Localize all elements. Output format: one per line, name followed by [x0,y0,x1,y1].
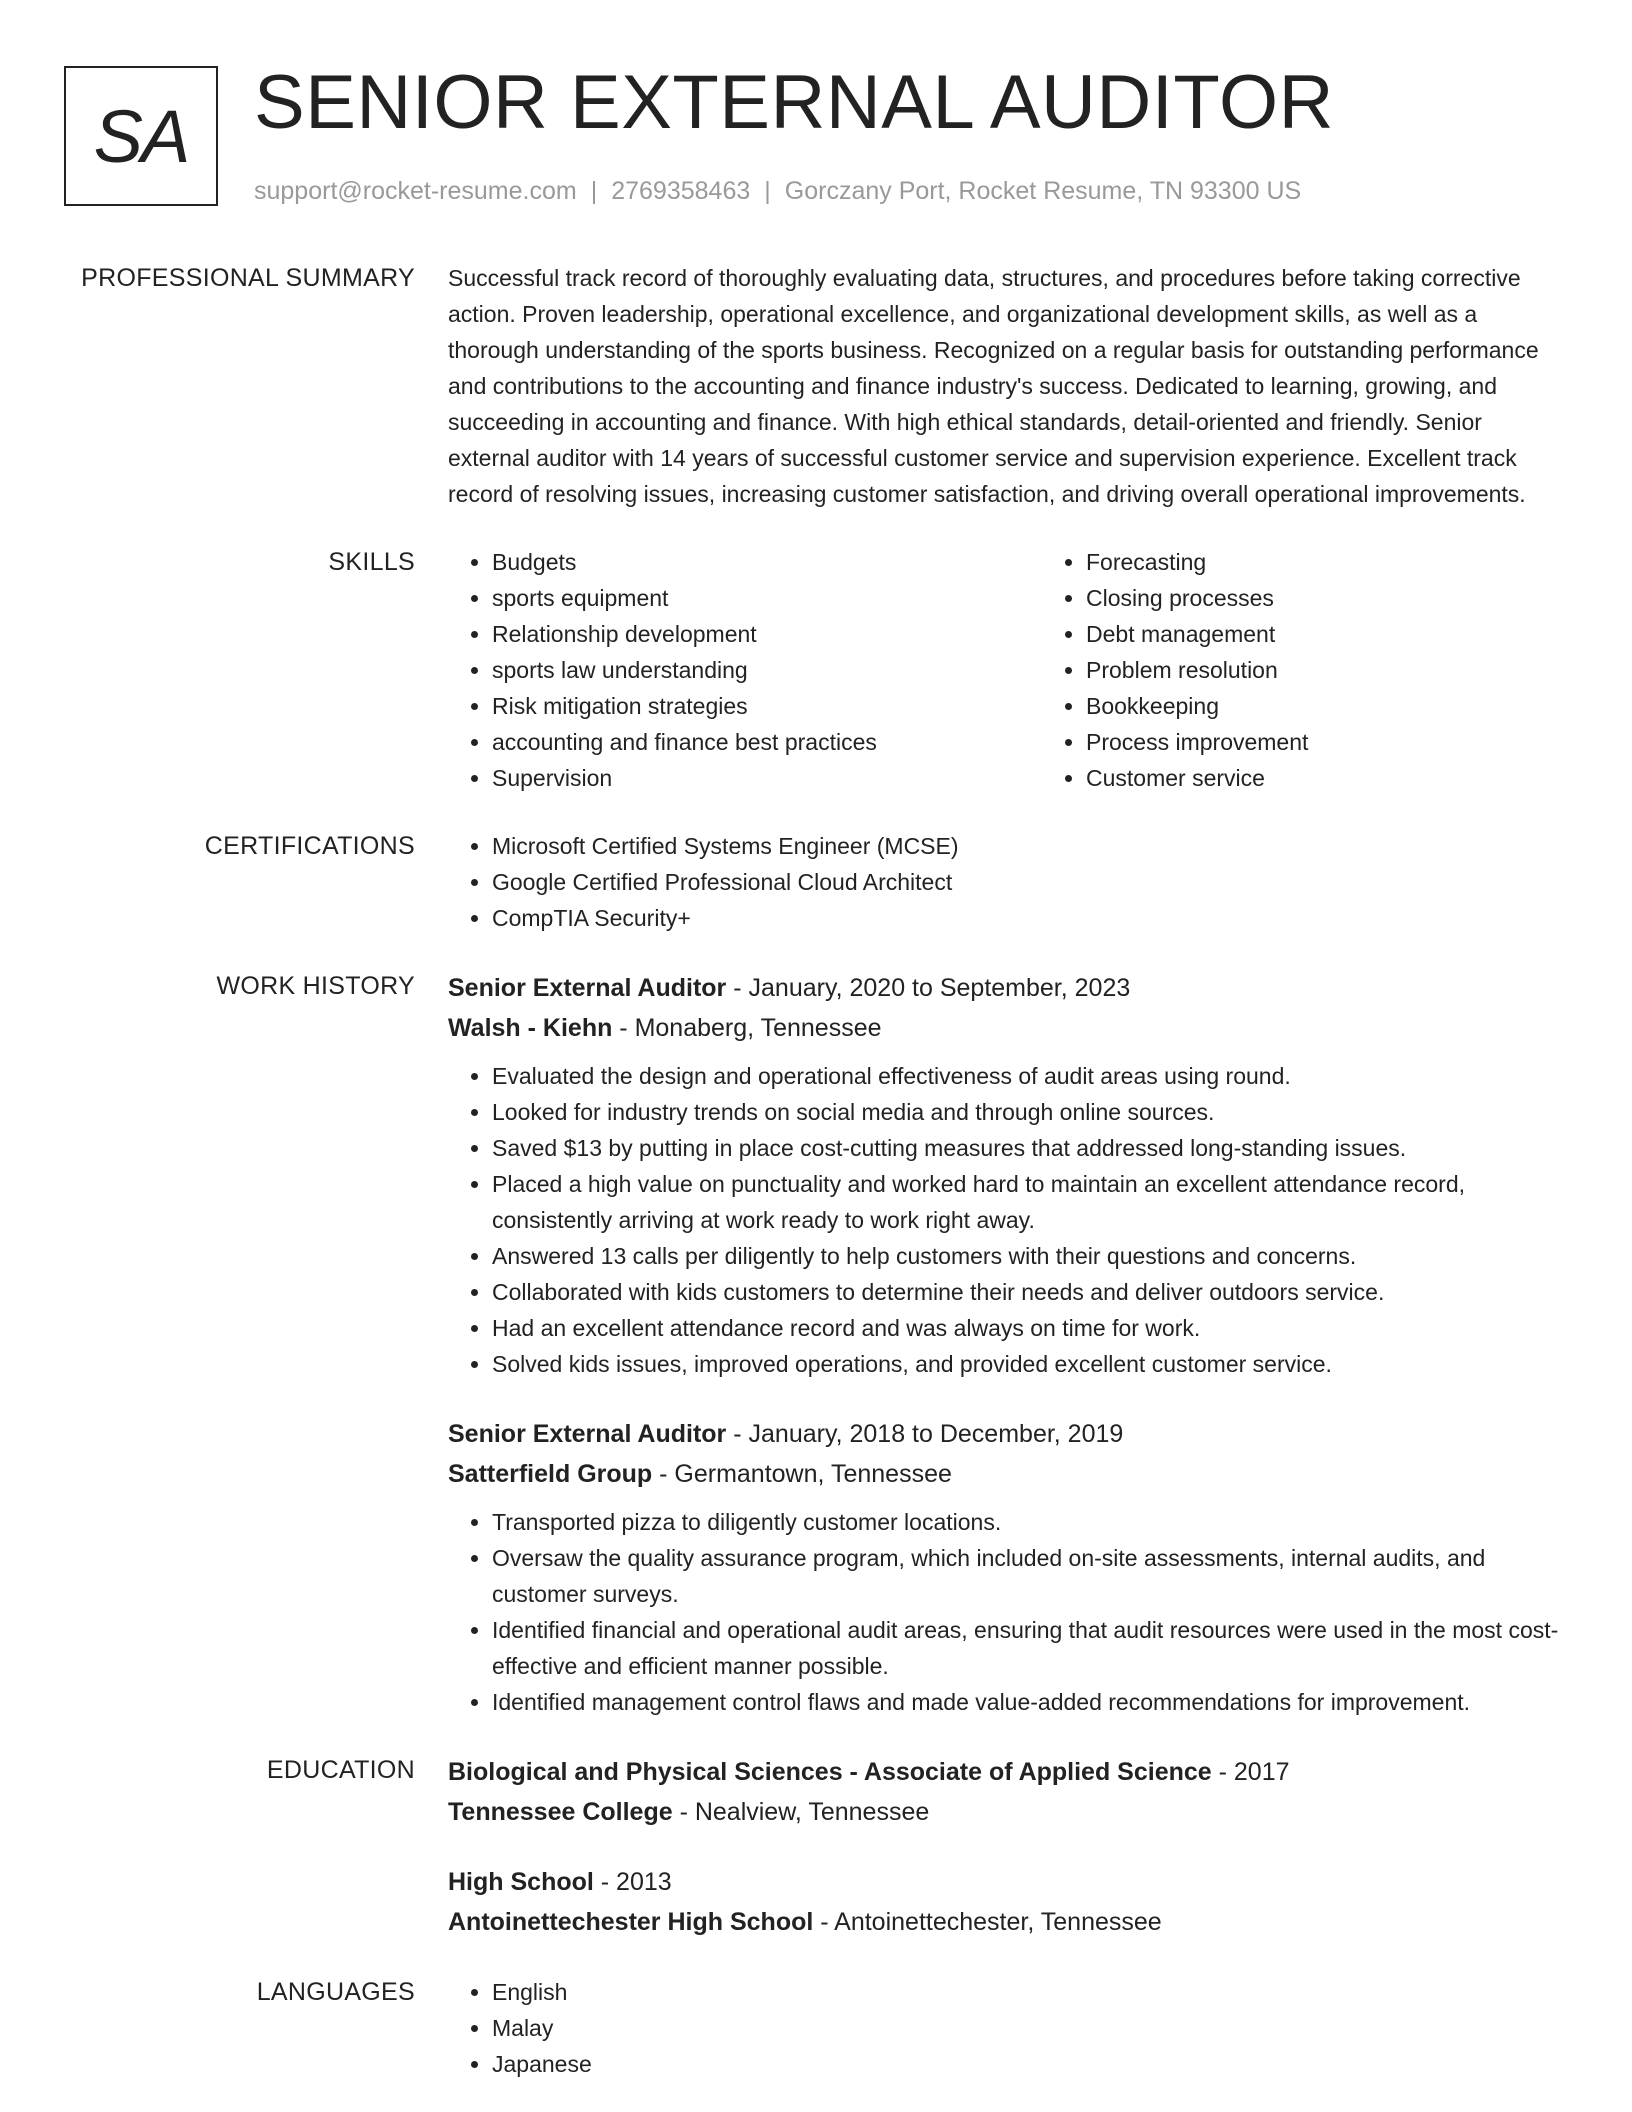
skill-item: • Forecasting [1086,544,1632,580]
education-year: - 2017 [1211,1758,1290,1786]
education-degree-line [448,1752,1568,1792]
skills-section [0,544,1632,796]
section-title-certifications: CERTIFICATIONS [204,832,415,860]
initials-text: SA [93,94,189,178]
job-bullet: • Had an excellent attendance record and was always on time for work. [492,1310,1568,1346]
languages-section [0,1974,1632,2082]
skills-list-right [1042,544,1632,796]
certification-item: • Microsoft Certified Systems Engineer (MCSE) [492,828,1568,864]
languages-list [448,1974,1568,2082]
education-entry [448,1752,1568,1832]
contact-address: Gorczany Port, Rocket Resume, TN 93300 US [784,177,1302,205]
work-history-section [0,968,1632,1720]
skill-item: • sports law understanding [492,652,1042,688]
job-entry [448,1414,1568,1720]
section-title-summary: PROFESSIONAL SUMMARY [81,264,415,292]
job-bullet: • Evaluated the design and operational effectiveness of audit areas using round. [492,1058,1568,1094]
skill-item: • sports equipment [492,580,1042,616]
section-title-languages: LANGUAGES [256,1978,415,2006]
job-company-line [448,1008,1568,1048]
education-location: - Antoinettechester, Tennessee [813,1908,1162,1936]
section-title-education: EDUCATION [266,1756,415,1784]
job-title-line [448,968,1568,1008]
resume-name: SENIOR EXTERNAL AUDITOR [254,60,1334,145]
education-school-line [448,1792,1568,1832]
job-company: Satterfield Group [448,1460,653,1488]
education-degree: High School [448,1868,594,1896]
certifications-section [0,828,1632,936]
job-bullet: • Transported pizza to diligently customer locations. [492,1504,1568,1540]
skill-item: • Customer service [1086,760,1632,796]
job-bullet: • Placed a high value on punctuality and worked hard to maintain an excellent attendance record, consistently arriving at work ready to work right away. [492,1166,1568,1238]
skill-item: • Supervision [492,760,1042,796]
job-entry [448,968,1568,1382]
education-school: Tennessee College [448,1798,673,1826]
education-school-line [448,1902,1568,1942]
job-bullet: • Solved kids issues, improved operations, and provided excellent customer service. [492,1346,1568,1382]
job-bullet: • Collaborated with kids customers to determine their needs and deliver outdoors service. [492,1274,1568,1310]
skill-item: • Problem resolution [1086,652,1632,688]
skill-item: • Closing processes [1086,580,1632,616]
skill-item: • Debt management [1086,616,1632,652]
skill-item: • Budgets [492,544,1042,580]
job-bullet: • Identified management control flaws and made value-added recommendations for improvement. [492,1684,1568,1720]
language-item: • Japanese [492,2046,1568,2082]
initials-monogram [64,66,218,206]
job-dates: - January, 2020 to September, 2023 [726,974,1131,1002]
contact-email: support@rocket-resume.com [254,177,577,205]
certification-item: • Google Certified Professional Cloud Architect [492,864,1568,900]
education-degree: Biological and Physical Sciences - Associate of Applied Science [448,1758,1212,1786]
job-bullets [448,1504,1568,1720]
skills-list-left [448,544,1042,796]
skill-item: • Risk mitigation strategies [492,688,1042,724]
section-title-skills: SKILLS [328,548,415,576]
language-item: • English [492,1974,1568,2010]
education-location: - Nealview, Tennessee [672,1798,930,1826]
contact-line [254,174,1301,208]
job-bullet: • Identified financial and operational audit areas, ensuring that audit resources were used in the most cost-effective and efficient manner possible. [492,1612,1568,1684]
education-degree-line [448,1862,1568,1902]
skill-item: • Process improvement [1086,724,1632,760]
job-company: Walsh - Kiehn [448,1014,613,1042]
job-bullet: • Saved $13 by putting in place cost-cutting measures that addressed long-standing issues. [492,1130,1568,1166]
job-location: - Germantown, Tennessee [652,1460,952,1488]
job-role: Senior External Auditor [448,974,727,1002]
job-title-line [448,1414,1568,1454]
section-title-work-history: WORK HISTORY [216,972,415,1000]
job-bullets [448,1058,1568,1382]
education-entry [448,1862,1568,1942]
job-bullet: • Answered 13 calls per diligently to help customers with their questions and concerns. [492,1238,1568,1274]
skill-item: • accounting and finance best practices [492,724,1042,760]
job-location: - Monaberg, Tennessee [612,1014,882,1042]
contact-separator: | [590,177,598,205]
summary-section [0,260,1632,512]
language-item: • Malay [492,2010,1568,2046]
education-year: - 2013 [593,1868,672,1896]
job-dates: - January, 2018 to December, 2019 [726,1420,1124,1448]
skill-item: • Bookkeeping [1086,688,1632,724]
certifications-list [448,828,1568,936]
summary-text: Successful track record of thoroughly evaluating data, structures, and procedures before taking corrective action. Proven leadership, operational excellence, and organizational development skills, as well as a thorough understanding of the sports business. Recognized on a regular basis for outstanding performance and contributions to the accounting and finance industry's success. Dedicated to learning, growing, and succeeding in accounting and finance. With high ethical standards, detail-oriented and friendly. Senior external auditor with 14 years of successful customer service and supervision experience. Excellent track record of resolving issues, increasing customer satisfaction, and driving overall operational improvements. [448,265,1539,507]
job-bullet: • Looked for industry trends on social media and through online sources. [492,1094,1568,1130]
job-role: Senior External Auditor [448,1420,727,1448]
contact-separator: | [764,177,771,205]
education-school: Antoinettechester High School [448,1908,814,1936]
job-bullet: • Oversaw the quality assurance program, which included on-site assessments, internal audits, and customer surveys. [492,1540,1568,1612]
contact-phone: 2769358463 [611,177,751,205]
resume-content [0,260,1632,2082]
education-section [0,1752,1632,1942]
skill-item: • Relationship development [492,616,1042,652]
certification-item: • CompTIA Security+ [492,900,1568,936]
job-company-line [448,1454,1568,1494]
